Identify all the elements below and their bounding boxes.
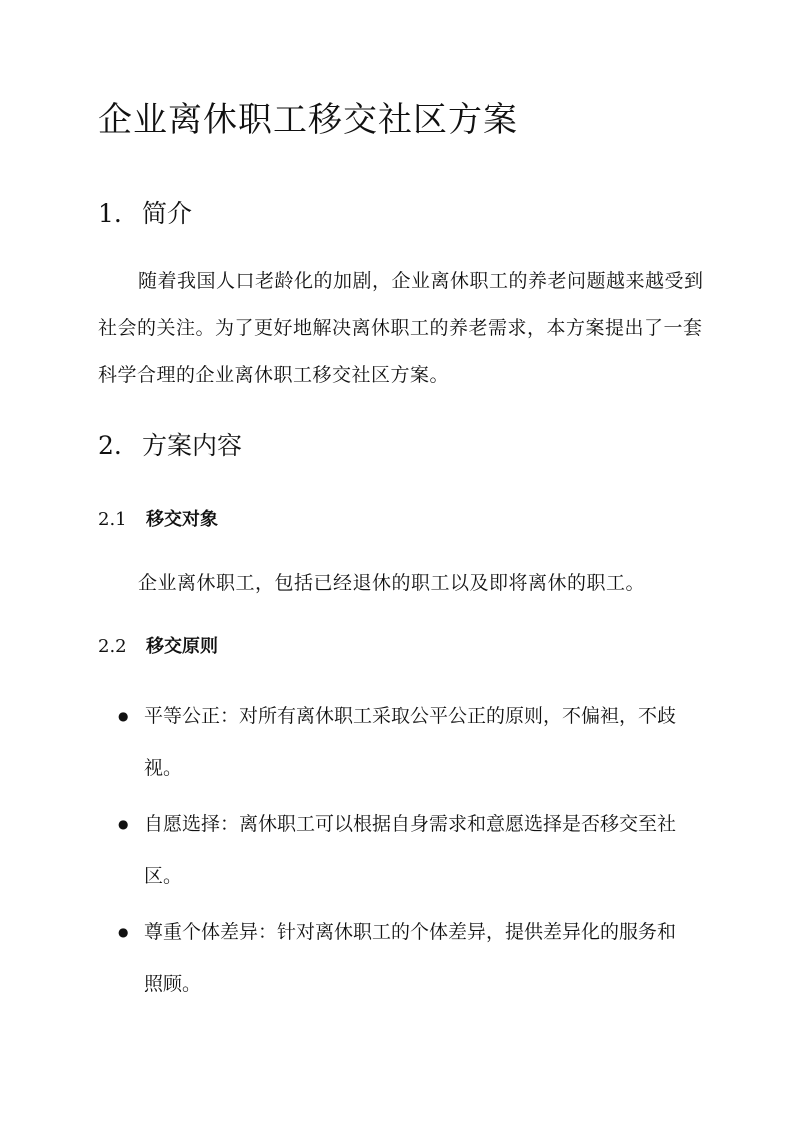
document-title: 企业离休职工移交社区方案 bbox=[98, 100, 518, 140]
section-1-title: 简介 bbox=[142, 199, 193, 228]
section-2-2-heading bbox=[98, 633, 218, 661]
principle-list-item bbox=[118, 906, 698, 1010]
section-2-1-heading bbox=[98, 506, 218, 534]
section-2-1-number: 2.1 bbox=[98, 509, 127, 530]
section-1-paragraph: 随着我国人口老龄化的加剧，企业离休职工的养老问题越来越受到社会的关注。为了更好地解决离休职工的养老需求，本方案提出了一套科学合理的企业离休职工移交社区方案。 bbox=[98, 270, 704, 386]
section-2-1-title: 移交对象 bbox=[146, 509, 218, 530]
section-1-number: 1. bbox=[98, 199, 122, 228]
section-2-number: 2. bbox=[98, 431, 122, 460]
bullet-icon: ● bbox=[118, 925, 129, 939]
principle-list-item bbox=[118, 798, 698, 902]
principle-text: 自愿选择：离休职工可以根据自身需求和意愿选择是否移交至社区。 bbox=[144, 813, 677, 887]
principle-text: 平等公正：对所有离休职工采取公平公正的原则，不偏袒，不歧视。 bbox=[144, 705, 677, 779]
section-2-heading bbox=[98, 428, 242, 464]
section-2-2-title: 移交原则 bbox=[146, 636, 218, 657]
section-2-2-number: 2.2 bbox=[98, 636, 127, 657]
bullet-icon: ● bbox=[118, 709, 129, 723]
principle-list-item bbox=[118, 690, 698, 794]
principle-text: 尊重个体差异：针对离休职工的个体差异，提供差异化的服务和照顾。 bbox=[144, 921, 677, 995]
section-1-heading bbox=[98, 196, 192, 232]
section-2-1-paragraph: 企业离休职工，包括已经退休的职工以及即将离休的职工。 bbox=[138, 572, 646, 594]
section-2-title: 方案内容 bbox=[142, 431, 243, 460]
bullet-icon: ● bbox=[118, 817, 129, 831]
